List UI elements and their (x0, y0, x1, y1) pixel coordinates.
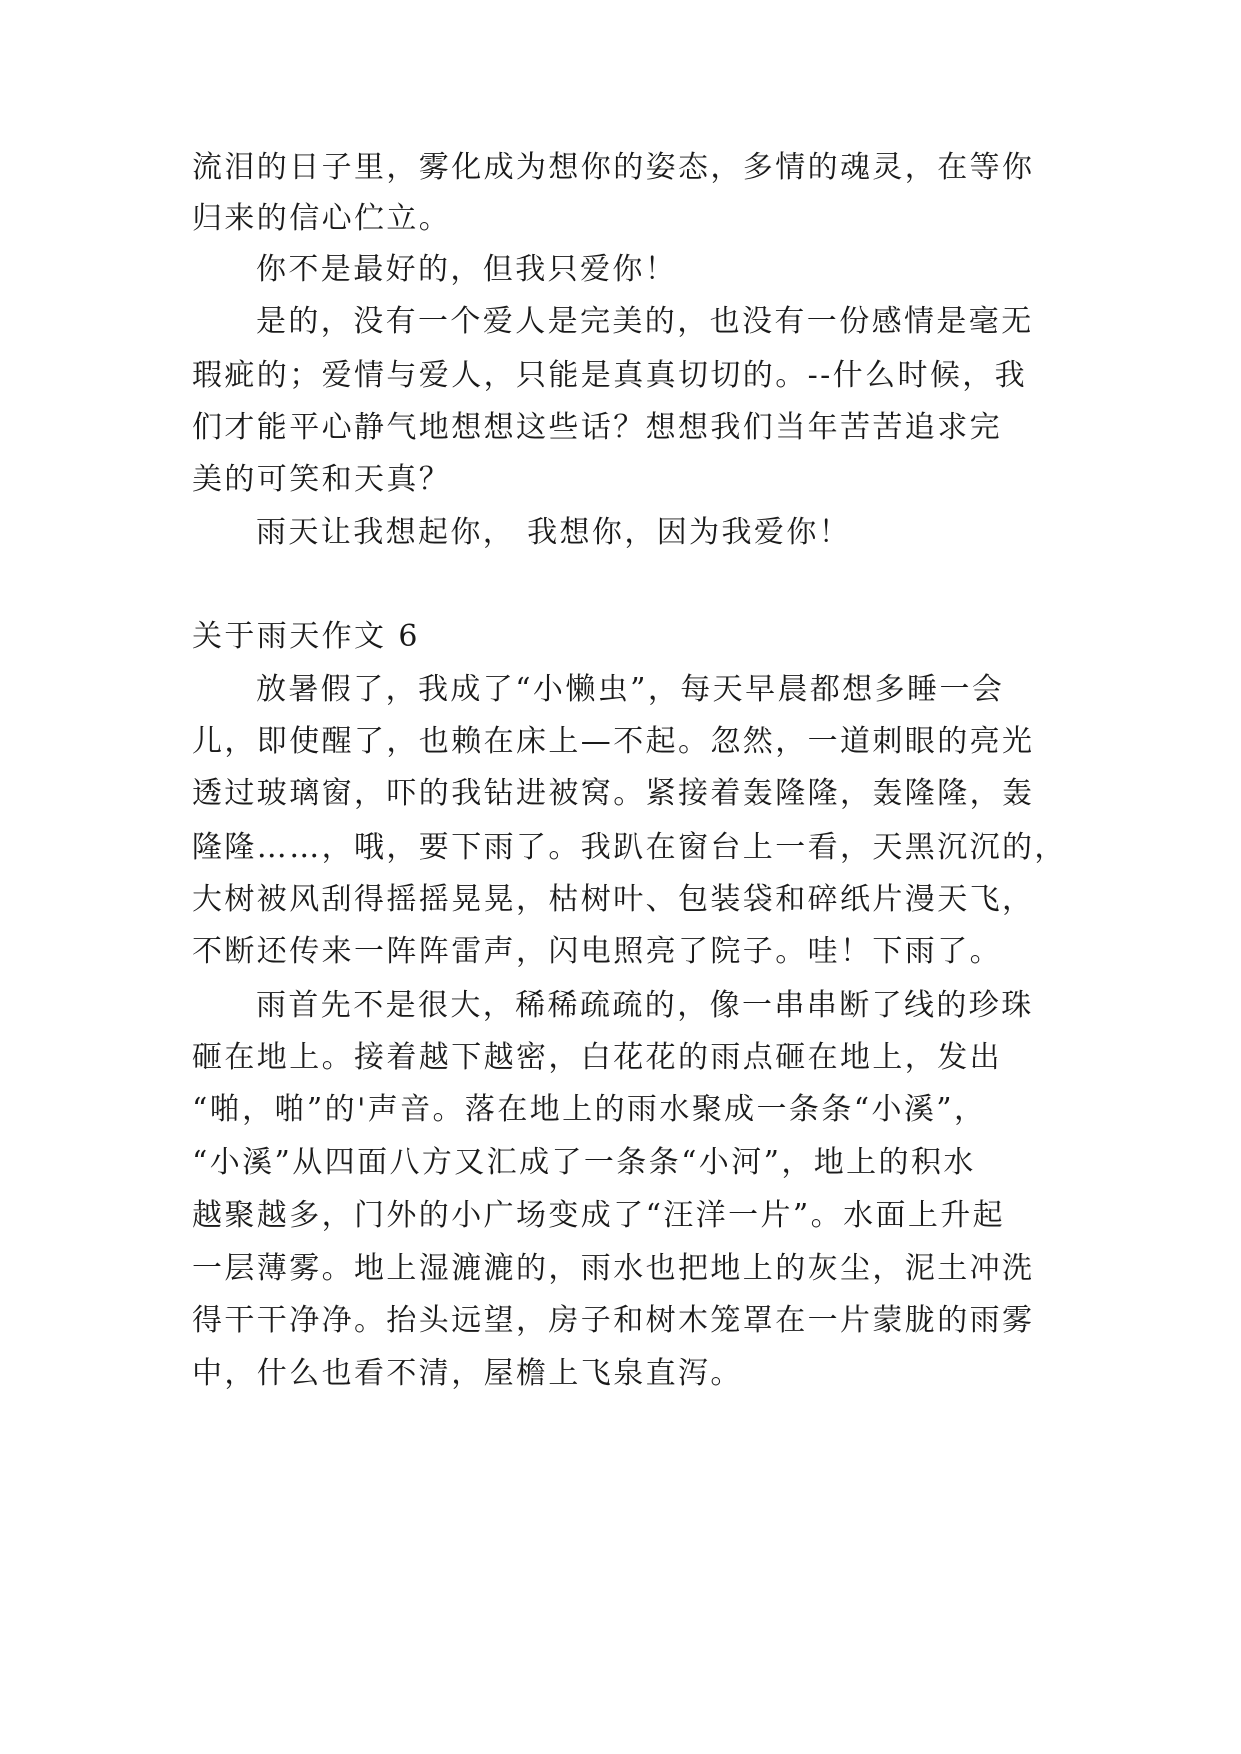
text-line: 透过玻璃窗，吓的我钻进被窝。紧接着轰隆隆，轰隆隆，轰 (192, 776, 1035, 811)
text-line: 归来的信心伫立。 (192, 201, 452, 236)
text-line: 雨首先不是很大，稀稀疏疏的，像一串串断了线的珍珠 (256, 988, 1034, 1023)
text-line: 是的，没有一个爱人是完美的，也没有一份感情是毫无 (256, 304, 1034, 339)
text-line: “啪，啪”的'声音。落在地上的雨水聚成一条条“小溪”， (192, 1092, 987, 1127)
text-line: 大树被风刮得摇摇晃晃，枯树叶、包装袋和碎纸片漫天飞， (192, 882, 1035, 917)
text-line: 得干干净净。抬头远望，房子和树木笼罩在一片蒙胧的雨雾 (192, 1303, 1035, 1338)
text-line: 雨天让我想起你， 我想你，因为我爱你！ (256, 515, 852, 550)
text-line: 你不是最好的，但我只爱你！ (256, 252, 678, 287)
section-heading: 关于雨天作文 6 (192, 619, 420, 654)
text-line: 放暑假了，我成了“小懒虫”，每天早晨都想多睡一会 (256, 672, 1005, 707)
text-line: 隆隆……，哦，要下雨了。我趴在窗台上一看，天黑沉沉的， (192, 830, 1067, 865)
text-line: 不断还传来一阵阵雷声，闪电照亮了院子。哇！下雨了。 (192, 934, 1002, 969)
text-line: 越聚越多，门外的小广场变成了“汪洋一片”。水面上升起 (192, 1198, 1006, 1233)
text-line: 美的可笑和天真？ (192, 462, 452, 497)
text-line: 一层薄雾。地上湿漉漉的，雨水也把地上的灰尘，泥土冲洗 (192, 1251, 1035, 1286)
text-line: 儿，即使醒了，也赖在床上—不起。忽然，一道刺眼的亮光 (192, 724, 1035, 759)
text-line: 砸在地上。接着越下越密，白花花的雨点砸在地上，发出 (192, 1040, 1002, 1075)
text-line: 中，什么也看不清，屋檐上飞泉直泻。 (192, 1356, 743, 1391)
text-line: 瑕疵的；爱情与爱人，只能是真真切切的。--什么时候，我 (192, 358, 1028, 393)
text-line: “小溪”从四面八方又汇成了一条条“小河”，地上的积水 (192, 1145, 976, 1180)
text-line: 们才能平心静气地想想这些话？想想我们当年苦苦追求完 (192, 410, 1002, 445)
text-line: 流泪的日子里，雾化成为想你的姿态，多情的魂灵，在等你 (192, 150, 1035, 185)
